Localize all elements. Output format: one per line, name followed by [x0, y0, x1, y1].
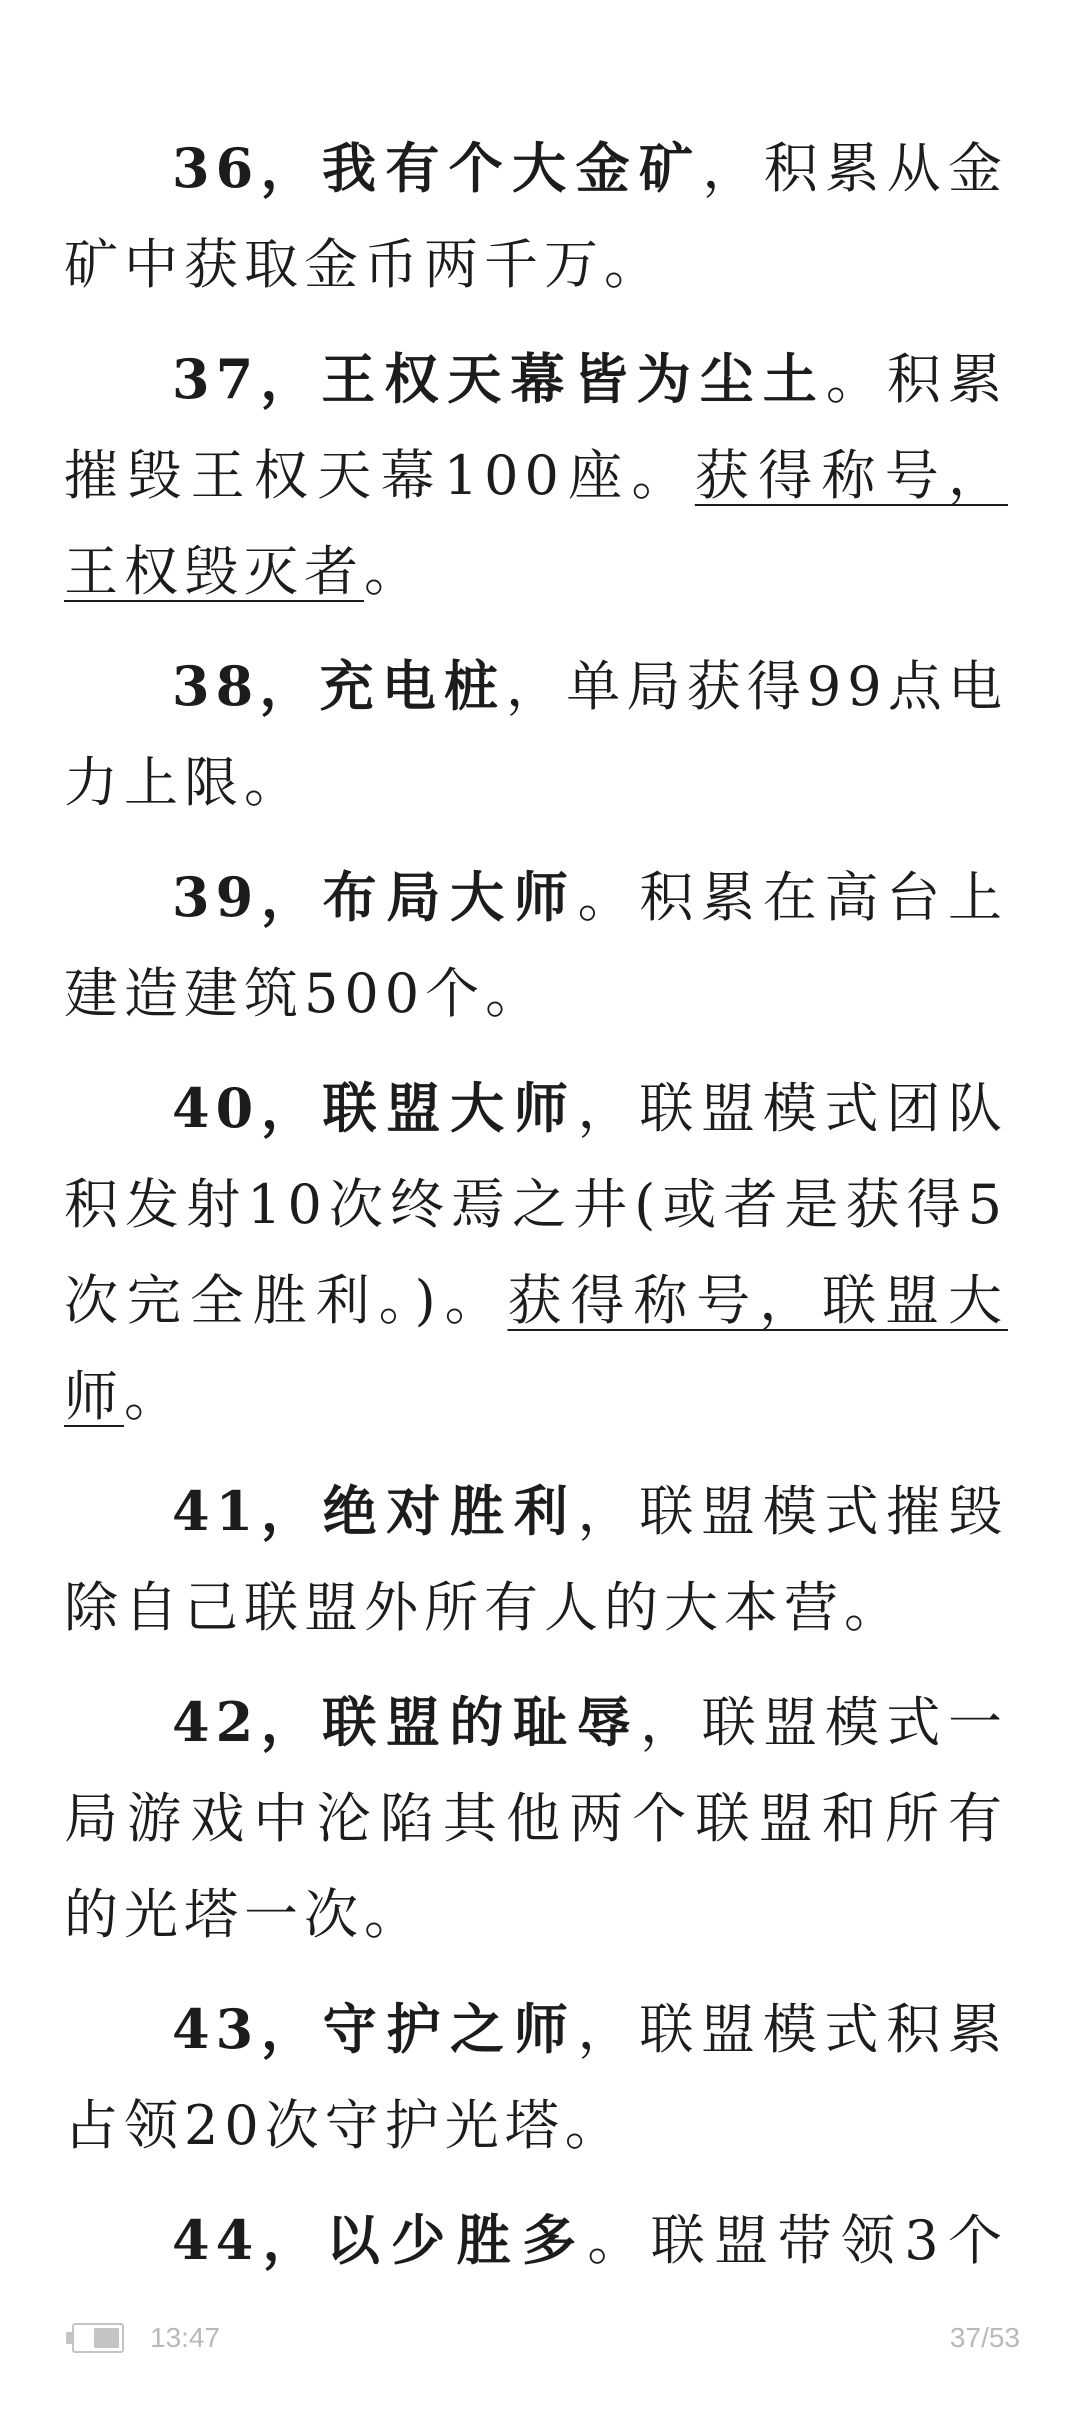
achievement-title: 联盟大师 — [322, 1076, 578, 1140]
item-number: 37， — [172, 347, 322, 411]
achievement-39 — [64, 849, 1008, 1042]
battery-body — [72, 2323, 124, 2353]
achievement-description: 。积累在高台上建造建筑500个。 — [64, 866, 1008, 1025]
reward-title-underlined: 获得称号，联盟大师 — [64, 1269, 1008, 1428]
reward-title-underlined: 获得称号，王权毁灭者 — [64, 444, 1008, 603]
achievement-43 — [64, 1981, 1008, 2174]
battery-icon — [66, 2323, 124, 2353]
clock-time: 13:47 — [150, 2322, 221, 2353]
achievement-38 — [64, 638, 1008, 831]
achievement-title: 绝对胜利 — [322, 1479, 578, 1543]
achievement-description: ，联盟模式积累占领20次守护光塔。 — [64, 1998, 1008, 2157]
item-number: 41， — [172, 1479, 323, 1543]
achievement-description: ，联盟模式团队积发射10次终焉之井(或者是获得5次完全胜利。)。 — [64, 1077, 1008, 1332]
achievement-37 — [64, 331, 1008, 620]
achievement-title: 充电桩 — [319, 654, 507, 718]
achievement-title: 联盟的耻辱 — [322, 1690, 641, 1754]
item-number: 39， — [172, 865, 323, 929]
achievement-description: ，联盟模式摧毁除自己联盟外所有人的大本营。 — [64, 1480, 1008, 1639]
achievement-44 — [64, 2192, 1008, 2280]
battery-fill — [94, 2328, 119, 2348]
achievement-title: 以少胜多 — [325, 2208, 588, 2272]
achievement-title: 守护之师 — [322, 1997, 578, 2061]
achievement-36 — [64, 120, 1008, 313]
reader-page — [64, 120, 1008, 2280]
sentence-end: 。 — [364, 540, 424, 603]
reader-status-bar — [0, 2300, 1080, 2380]
achievement-title: 王权天幕皆为尘土 — [321, 347, 826, 411]
achievement-description: 。联盟带领3个 — [587, 2209, 1008, 2272]
achievement-description: ，单局获得99点电力上限。 — [64, 655, 1008, 814]
achievement-40 — [64, 1060, 1008, 1445]
achievement-42 — [64, 1674, 1008, 1963]
item-number: 38， — [172, 654, 320, 718]
achievement-title: 我有个大金矿 — [321, 136, 703, 200]
achievement-description: 。积累摧毁王权天幕100座。 — [64, 348, 1008, 507]
item-number: 42， — [172, 1690, 323, 1754]
page-indicator: 37/53 — [949, 2322, 1020, 2353]
item-number: 43， — [172, 1997, 323, 2061]
achievement-description: ，联盟模式一局游戏中沦陷其他两个联盟和所有的光塔一次。 — [64, 1691, 1008, 1946]
achievement-41 — [64, 1463, 1008, 1656]
item-number: 36， — [172, 136, 322, 200]
achievement-title: 布局大师 — [322, 865, 578, 929]
item-number: 44， — [172, 2208, 326, 2272]
sentence-end: 。 — [124, 1365, 184, 1428]
achievement-description: ，积累从金矿中获取金币两千万。 — [64, 137, 1008, 296]
item-number: 40， — [172, 1076, 323, 1140]
